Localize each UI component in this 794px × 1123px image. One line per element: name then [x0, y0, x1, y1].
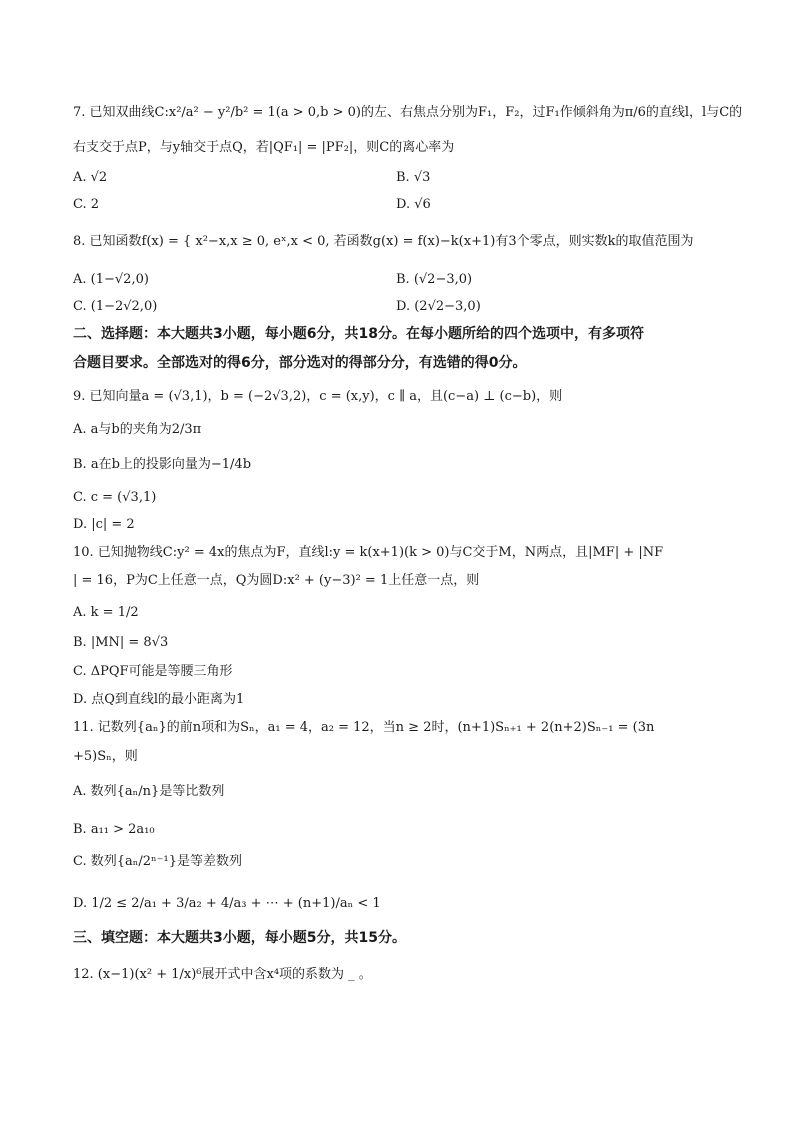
q7-option-a: A. √2 — [73, 170, 108, 185]
q7-option-c: C. 2 — [73, 197, 100, 212]
q8-stem-line1: 8. 已知函数f(x) = { x²−x,x ≥ 0, eˣ,x < 0, 若函数g(x) = f(x)−k(x+1)有3个零点，则实数k的取值范围为 — [73, 234, 694, 249]
q9-option-b: B. a在b上的投影向量为−1/4b — [73, 457, 252, 472]
q9-option-a: A. a与b的夹角为2/3π — [73, 422, 202, 437]
q11-option-a: A. 数列{aₙ/n}是等比数列 — [73, 784, 225, 799]
q8-option-b: B. (√2−3,0) — [396, 272, 473, 287]
q9-stem: 9. 已知向量a = (√3,1)，b = (−2√3,2)，c = (x,y)，c ∥ a，且(c−a) ⊥ (c−b)，则 — [73, 389, 563, 404]
q11-stem-line1: 11. 记数列{aₙ}的前n项和为Sₙ，a₁ = 4，a₂ = 12，当n ≥ 2时，(n+1)Sₙ₊₁ + 2(n+2)Sₙ₋₁ = (3n — [73, 720, 655, 735]
q10-option-a: A. k = 1/2 — [73, 605, 139, 620]
section2-heading-line2: 合题目要求。全部选对的得6分，部分选对的得部分分，有选错的得0分。 — [73, 355, 527, 371]
q11-option-d: D. 1/2 ≤ 2/a₁ + 3/a₂ + 4/a₃ + ⋯ + (n+1)/aₙ < 1 — [73, 896, 381, 911]
q8-option-c: C. (1−2√2,0) — [73, 299, 158, 314]
section2-heading-line1: 二、选择题：本大题共3小题，每小题6分，共18分。在每小题所给的四个选项中，有多项符 — [73, 326, 644, 342]
q7-stem-line2: 右支交于点P，与y轴交于点Q，若|QF₁| = |PF₂|，则C的离心率为 — [73, 140, 455, 155]
q12-stem: 12. (x−1)(x² + 1/x)⁶展开式中含x⁴项的系数为 _ 。 — [73, 967, 372, 982]
q11-option-b: B. a₁₁ > 2a₁₀ — [73, 822, 155, 837]
q10-option-b: B. |MN| = 8√3 — [73, 635, 169, 650]
q10-option-d: D. 点Q到直线l的最小距离为1 — [73, 692, 245, 707]
q7-option-d: D. √6 — [396, 197, 431, 212]
q8-option-a: A. (1−√2,0) — [73, 272, 149, 287]
q11-stem-line2: +5)Sₙ，则 — [73, 749, 138, 764]
q9-option-d: D. |c| = 2 — [73, 517, 135, 532]
q9-option-c: C. c = (√3,1) — [73, 490, 157, 505]
q10-stem-line1: 10. 已知抛物线C:y² = 4x的焦点为F，直线l:y = k(x+1)(k > 0)与C交于M，N两点，且|MF| + |NF — [73, 545, 664, 560]
q8-option-d: D. (2√2−3,0) — [396, 299, 481, 314]
q10-option-c: C. ΔPQF可能是等腰三角形 — [73, 664, 233, 679]
q7-stem-line1: 7. 已知双曲线C:x²/a² − y²/b² = 1(a > 0,b > 0)的左、右焦点分别为F₁，F₂，过F₁作倾斜角为π/6的直线l，l与C的 — [73, 105, 743, 120]
q10-stem-line2: | = 16，P为C上任意一点，Q为圆D:x² + (y−3)² = 1上任意一点，则 — [73, 573, 480, 588]
q11-option-c: C. 数列{aₙ/2ⁿ⁻¹}是等差数列 — [73, 854, 243, 869]
section3-heading: 三、填空题：本大题共3小题，每小题5分，共15分。 — [73, 930, 406, 946]
q7-option-b: B. √3 — [396, 170, 431, 185]
